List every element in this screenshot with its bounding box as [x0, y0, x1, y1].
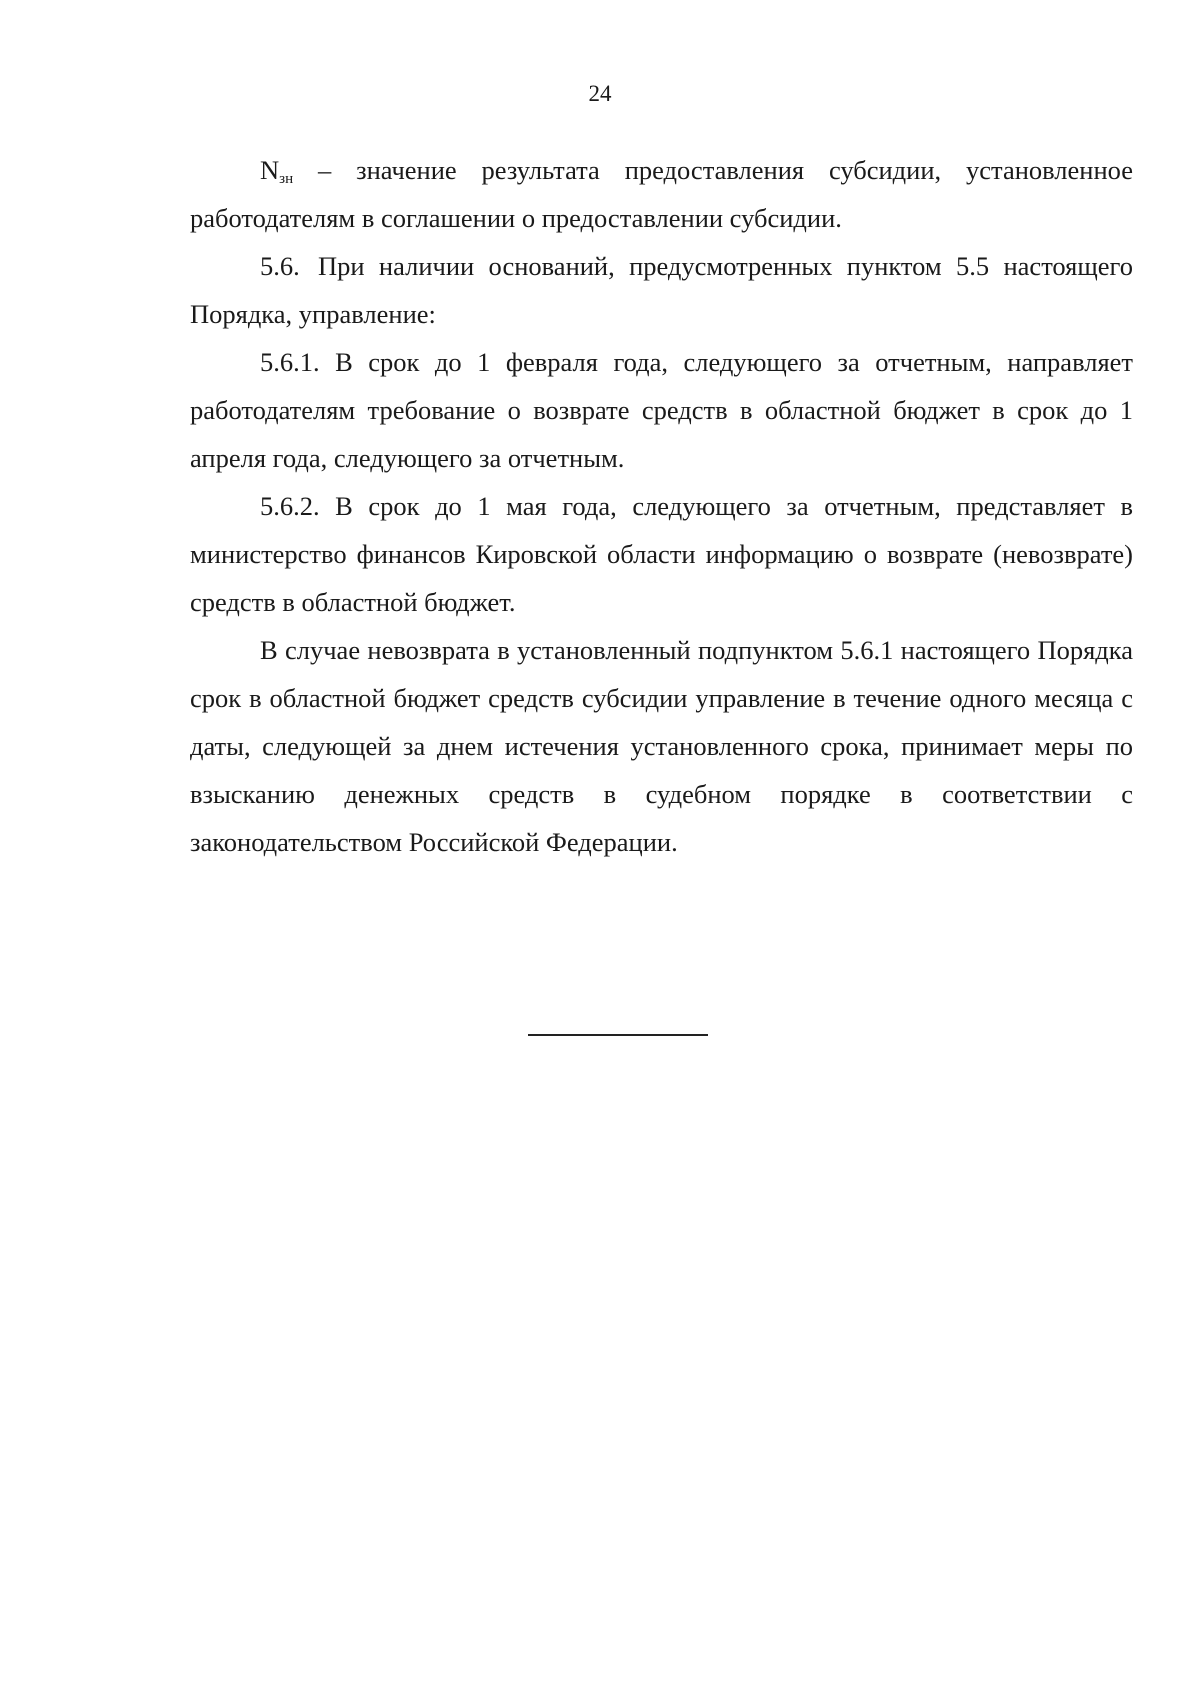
paragraph-5-6-1: 5.6.1. В срок до 1 февраля года, следующего за отчетным, направляет работодателям требование о возврате средств в областной бюджет в срок до 1 апреля года, следующего за отчетным. [190, 347, 1133, 473]
paragraph-text: – значение результата предоставления субсидии, установленное работодателям в соглашении о предоставлении субсидии. [190, 155, 1133, 233]
paragraph-n-definition [190, 146, 1133, 242]
paragraph-5-6 [190, 242, 1133, 338]
end-of-document-rule [528, 1034, 708, 1036]
symbol-n: N [260, 155, 280, 185]
document-body [190, 146, 1133, 866]
item-number: 5.6. [260, 251, 300, 281]
paragraph-5-6-2: 5.6.2. В срок до 1 мая года, следующего за отчетным, представляет в министерство финансов Кировской области информацию о возврате (невозврате) средств в областной бюджет. [190, 491, 1133, 617]
paragraph-text: При наличии оснований, предусмотренных пунктом 5.5 настоящего Порядка, управление: [190, 251, 1133, 329]
symbol-n-subscript: зн [279, 171, 294, 187]
page-number: 24 [588, 81, 612, 106]
paragraph-non-return: В случае невозврата в установленный подпунктом 5.6.1 настоящего Порядка срок в областной бюджет средств субсидии управление в течение одного месяца с даты, следующей за днем истечения установленного срока, принимает меры по взысканию денежных средств в судебном порядке в соответствии с законодательством Российской Федерации. [190, 635, 1133, 857]
